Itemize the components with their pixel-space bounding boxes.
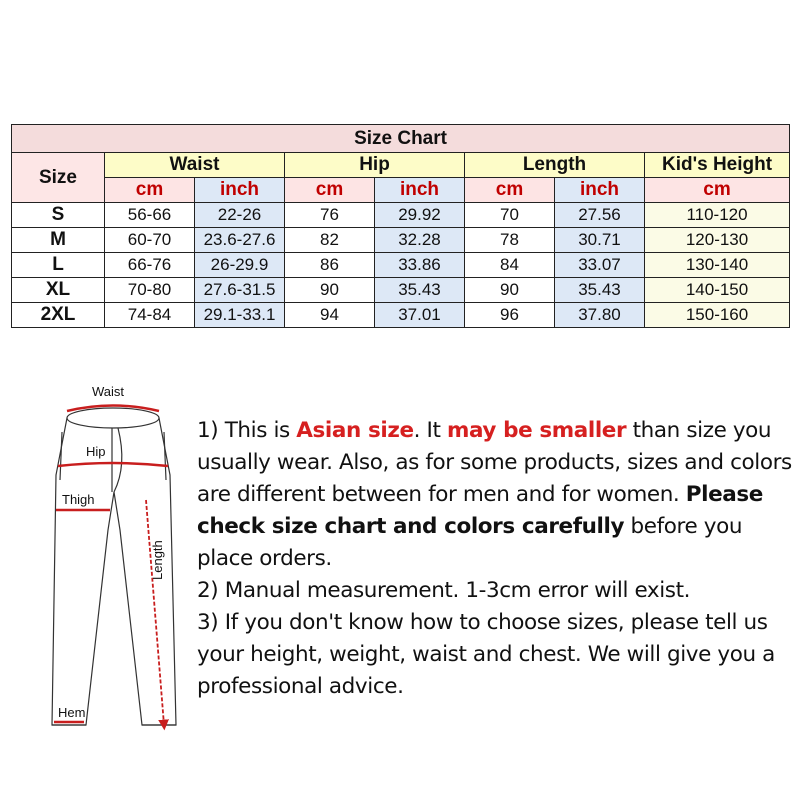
table-cell: 26-29.9 [195, 253, 285, 278]
table-cell: 37.80 [555, 303, 645, 328]
table-cell: 94 [285, 303, 375, 328]
note-2: 2) Manual measurement. 1-3cm error will exist. [197, 578, 691, 603]
table-cell: 76 [285, 203, 375, 228]
table-cell: 82 [285, 228, 375, 253]
waist-header: Waist [105, 153, 285, 178]
table-cell: 96 [465, 303, 555, 328]
table-cell: 30.71 [555, 228, 645, 253]
length-label: Length [150, 540, 165, 580]
length-arrow [146, 500, 164, 725]
thigh-label: Thigh [62, 492, 95, 507]
table-cell: 130-140 [645, 253, 790, 278]
hip-label: Hip [86, 444, 106, 459]
size-cell: M [12, 228, 105, 253]
unit-cell: inch [555, 178, 645, 203]
asian-size-text: Asian size [296, 418, 414, 443]
waist-label: Waist [92, 384, 125, 399]
table-cell: 32.28 [375, 228, 465, 253]
table-row [12, 203, 790, 228]
table-cell: 140-150 [645, 278, 790, 303]
size-notes [197, 415, 797, 703]
table-cell: 120-130 [645, 228, 790, 253]
unit-row [12, 178, 790, 203]
table-cell: 22-26 [195, 203, 285, 228]
size-cell: XL [12, 278, 105, 303]
note-1 [197, 415, 797, 575]
table-row [12, 303, 790, 328]
unit-cell: cm [285, 178, 375, 203]
table-cell: 60-70 [105, 228, 195, 253]
note-1-part: than size you usually wear. Also, as for some products, sizes and colors are different between for men and for women. [197, 418, 792, 507]
table-cell: 70-80 [105, 278, 195, 303]
note-1-part: . It [413, 418, 447, 443]
table-cell: 66-76 [105, 253, 195, 278]
size-cell: 2XL [12, 303, 105, 328]
note-1-part: 1) This is [197, 418, 297, 443]
unit-cell: inch [195, 178, 285, 203]
table-cell: 70 [465, 203, 555, 228]
unit-cell: inch [375, 178, 465, 203]
table-cell: 86 [285, 253, 375, 278]
table-cell: 29.92 [375, 203, 465, 228]
table-cell: 35.43 [555, 278, 645, 303]
table-cell: 78 [465, 228, 555, 253]
length-header: Length [465, 153, 645, 178]
table-cell: 37.01 [375, 303, 465, 328]
table-cell: 33.07 [555, 253, 645, 278]
table-cell: 23.6-27.6 [195, 228, 285, 253]
note-3: 3) If you don't know how to choose sizes, please tell us your height, weight, waist and chest. We will give you a professional advice. [197, 610, 775, 699]
table-cell: 150-160 [645, 303, 790, 328]
unit-cell: cm [105, 178, 195, 203]
may-be-smaller-text: may be smaller [446, 418, 627, 443]
hip-header: Hip [285, 153, 465, 178]
pants-measurement-diagram [46, 380, 196, 740]
kids-height-header: Kid's Height [645, 153, 790, 178]
table-cell: 110-120 [645, 203, 790, 228]
table-row [12, 228, 790, 253]
unit-cell: cm [465, 178, 555, 203]
table-row [12, 253, 790, 278]
table-cell: 74-84 [105, 303, 195, 328]
table-cell: 33.86 [375, 253, 465, 278]
table-cell: 27.6-31.5 [195, 278, 285, 303]
table-cell: 35.43 [375, 278, 465, 303]
table-row [12, 278, 790, 303]
hem-label: Hem [58, 705, 86, 720]
table-cell: 29.1-33.1 [195, 303, 285, 328]
table-cell: 56-66 [105, 203, 195, 228]
size-cell: L [12, 253, 105, 278]
size-cell: S [12, 203, 105, 228]
size-chart-table [11, 124, 790, 328]
check-chart-text: Please check size chart and colors carefully [197, 482, 763, 539]
table-title: Size Chart [12, 125, 790, 153]
table-cell: 90 [465, 278, 555, 303]
unit-cell: cm [645, 178, 790, 203]
table-cell: 84 [465, 253, 555, 278]
size-header: Size [12, 153, 105, 203]
table-cell: 27.56 [555, 203, 645, 228]
table-cell: 90 [285, 278, 375, 303]
note-1-part: before you place orders. [197, 514, 743, 571]
